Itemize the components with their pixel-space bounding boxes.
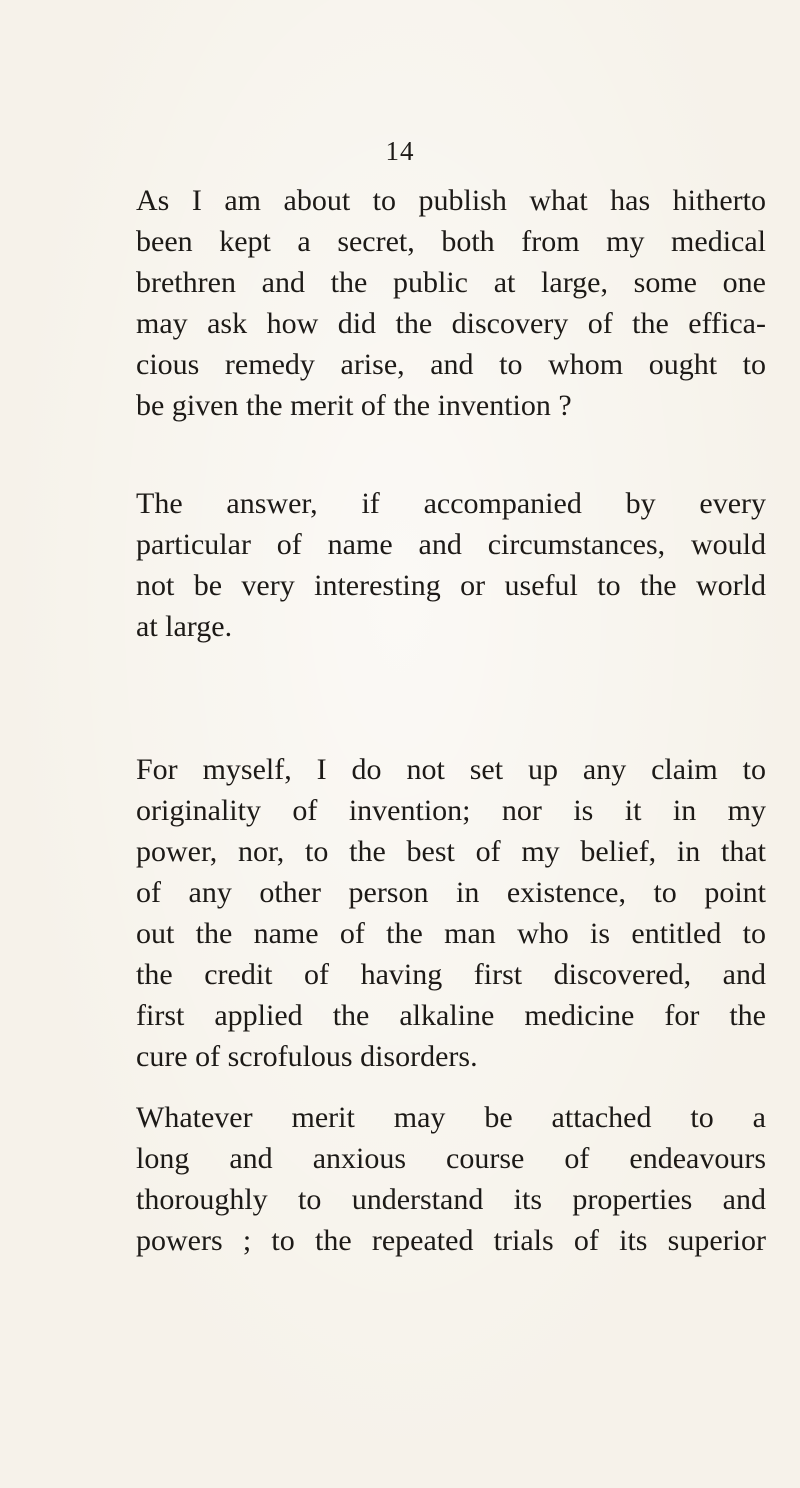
- text-line: brethren and the public at large, some one: [136, 266, 766, 299]
- paragraph-2: [136, 483, 766, 647]
- paragraph-4: [136, 1097, 766, 1261]
- text-line: cious remedy arise, and to whom ought to: [136, 348, 766, 381]
- text-line: originality of invention; nor is it in my: [136, 794, 766, 827]
- text-line: been kept a secret, both from my medical: [136, 225, 766, 258]
- text-line: For myself, I do not set up any claim to: [136, 753, 766, 786]
- text-line: cure of scrofulous disorders.: [136, 1040, 478, 1073]
- paragraph-1: [136, 180, 766, 426]
- paragraph-3: [136, 749, 766, 1077]
- text-line: particular of name and circumstances, would: [136, 528, 766, 561]
- text-line: power, nor, to the best of my belief, in that: [136, 835, 766, 868]
- text-line: long and anxious course of endeavours: [136, 1142, 766, 1175]
- text-line: at large.: [136, 610, 233, 643]
- text-line: not be very interesting or useful to the world: [136, 569, 766, 602]
- text-line: be given the merit of the invention ?: [136, 389, 572, 422]
- text-line: As I am about to publish what has hitherto: [136, 184, 766, 217]
- text-line: out the name of the man who is entitled to: [136, 917, 766, 950]
- text-line: may ask how did the discovery of the effica-: [136, 307, 766, 340]
- text-line: Whatever merit may be attached to a: [136, 1101, 766, 1134]
- text-line: thoroughly to understand its properties and: [136, 1183, 766, 1216]
- text-line: the credit of having first discovered, and: [136, 958, 766, 991]
- text-line: The answer, if accompanied by every: [136, 487, 766, 520]
- text-line: first applied the alkaline medicine for the: [136, 999, 766, 1032]
- text-line: of any other person in existence, to point: [136, 876, 766, 909]
- text-line: powers ; to the repeated trials of its superior: [136, 1224, 766, 1257]
- page-number: 14: [385, 136, 415, 166]
